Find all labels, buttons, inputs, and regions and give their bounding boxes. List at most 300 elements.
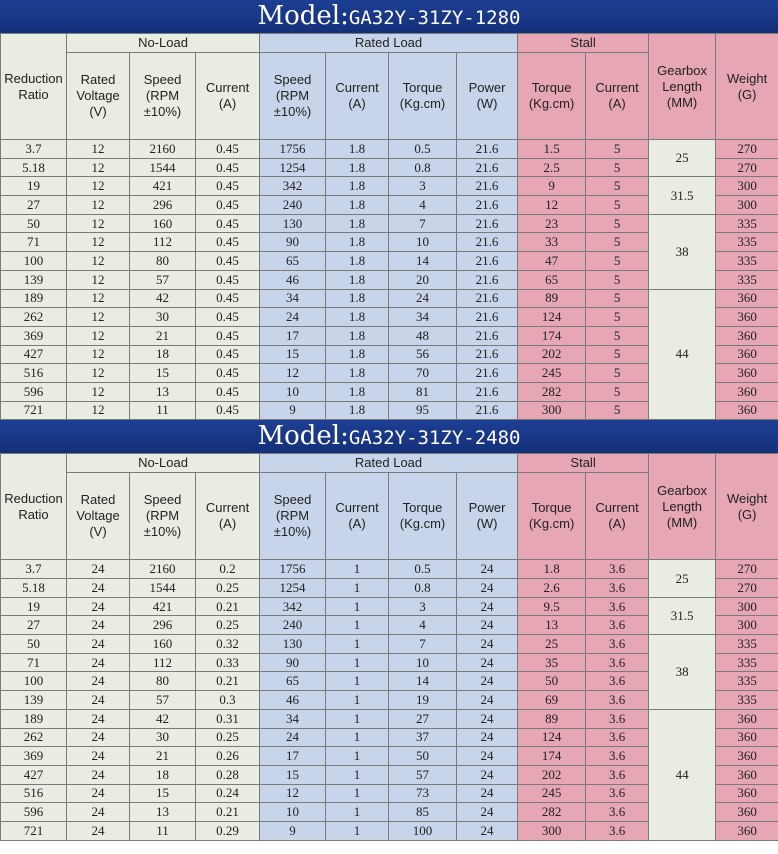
table-cell: 1.8 (326, 345, 389, 364)
table-cell: 21.6 (457, 140, 518, 159)
table-cell: 11 (130, 401, 196, 420)
table-cell: 24 (457, 709, 518, 728)
header-rated-load: Rated Load (260, 454, 518, 473)
table-cell: 5 (586, 140, 649, 159)
table-cell: 1756 (260, 140, 326, 159)
header-rated-power: Power (W) (457, 473, 518, 560)
table-cell: 160 (130, 214, 196, 233)
table-cell: 0.45 (196, 364, 260, 383)
table-cell: 24 (67, 672, 130, 691)
table-cell: 1.8 (326, 177, 389, 196)
table-cell: 5.18 (1, 158, 67, 177)
table-cell: 100 (1, 672, 67, 691)
table-cell: 2.5 (518, 158, 586, 177)
model-name: GA32Y-31ZY-2480 (348, 427, 521, 450)
table-cell: 48 (389, 326, 457, 345)
table-cell: 1 (326, 691, 389, 710)
table-cell: 12 (67, 308, 130, 327)
table-cell: 0.45 (196, 308, 260, 327)
table-cell: 21.6 (457, 289, 518, 308)
table-cell: 0.45 (196, 233, 260, 252)
table-cell: 2160 (130, 560, 196, 579)
table-cell: 21.6 (457, 177, 518, 196)
table-cell: 0.45 (196, 345, 260, 364)
header-reduction-ratio: Reduction Ratio (1, 454, 67, 560)
table-cell: 12 (67, 270, 130, 289)
table-cell: 37 (389, 728, 457, 747)
table-cell: 3.6 (586, 597, 649, 616)
header-stall-current: Current (A) (586, 53, 649, 140)
model-name: GA32Y-31ZY-1280 (348, 7, 521, 29)
table-cell: 1 (326, 747, 389, 766)
table-cell: 130 (260, 635, 326, 654)
table-cell: 24 (457, 747, 518, 766)
header-stall-torque: Torque (Kg.cm) (518, 473, 586, 560)
weight-cell: 360 (716, 803, 778, 822)
table-cell: 240 (260, 196, 326, 215)
table-cell: 25 (518, 635, 586, 654)
table-cell: 21.6 (457, 401, 518, 420)
table-cell: 24 (457, 635, 518, 654)
table-cell: 11 (130, 821, 196, 840)
table-cell: 1 (326, 653, 389, 672)
weight-cell: 270 (716, 158, 778, 177)
header-group-row (1, 454, 778, 473)
gearbox-length-cell: 44 (649, 709, 716, 840)
table-cell: 46 (260, 691, 326, 710)
table-cell: 5 (586, 326, 649, 345)
table-cell: 4 (389, 616, 457, 635)
table-cell: 0.3 (196, 691, 260, 710)
table-cell: 1 (326, 803, 389, 822)
table-cell: 1254 (260, 579, 326, 598)
gearbox-length-cell: 38 (649, 635, 716, 710)
table-cell: 0.45 (196, 214, 260, 233)
table-cell: 89 (518, 289, 586, 308)
table-cell: 81 (389, 382, 457, 401)
table-cell: 20 (389, 270, 457, 289)
table-cell: 3.6 (586, 821, 649, 840)
table-cell: 189 (1, 709, 67, 728)
table-cell: 21.6 (457, 252, 518, 271)
weight-cell: 335 (716, 691, 778, 710)
table-cell: 3.6 (586, 691, 649, 710)
table-cell: 1.8 (326, 270, 389, 289)
table-cell: 17 (260, 326, 326, 345)
table-cell: 342 (260, 597, 326, 616)
table-cell: 33 (518, 233, 586, 252)
table-cell: 24 (457, 728, 518, 747)
table-cell: 9 (260, 401, 326, 420)
table-cell: 24 (67, 784, 130, 803)
header-noload-speed: Speed (RPM ±10%) (130, 53, 196, 140)
table-cell: 50 (389, 747, 457, 766)
table-cell: 19 (1, 177, 67, 196)
table-cell: 24 (389, 289, 457, 308)
table-cell: 245 (518, 364, 586, 383)
table-cell: 1 (326, 560, 389, 579)
table-cell: 3.7 (1, 140, 67, 159)
table-cell: 202 (518, 345, 586, 364)
table-cell: 12 (67, 382, 130, 401)
table-cell: 24 (260, 728, 326, 747)
table-cell: 24 (260, 308, 326, 327)
header-rated-speed: Speed (RPM ±10%) (260, 53, 326, 140)
table-cell: 23 (518, 214, 586, 233)
table-cell: 5 (586, 177, 649, 196)
table-cell: 56 (389, 345, 457, 364)
table-cell: 5.18 (1, 579, 67, 598)
table-cell: 12 (518, 196, 586, 215)
table-cell: 421 (130, 597, 196, 616)
table-cell: 1.8 (326, 289, 389, 308)
table-row (1, 289, 778, 308)
table-cell: 65 (260, 672, 326, 691)
table-cell: 3 (389, 177, 457, 196)
weight-cell: 335 (716, 214, 778, 233)
table-cell: 5 (586, 233, 649, 252)
table-cell: 69 (518, 691, 586, 710)
table-cell: 21.6 (457, 326, 518, 345)
weight-cell: 335 (716, 233, 778, 252)
table-cell: 24 (457, 597, 518, 616)
table-cell: 24 (67, 821, 130, 840)
table-cell: 71 (1, 653, 67, 672)
table-cell: 189 (1, 289, 67, 308)
table-cell: 7 (389, 635, 457, 654)
table-cell: 3.7 (1, 560, 67, 579)
table-cell: 0.28 (196, 765, 260, 784)
table-cell: 1.8 (326, 233, 389, 252)
table-cell: 4 (389, 196, 457, 215)
header-stall-current: Current (A) (586, 473, 649, 560)
table-cell: 24 (67, 653, 130, 672)
table-cell: 9.5 (518, 597, 586, 616)
table-cell: 0.45 (196, 326, 260, 345)
table-cell: 3.6 (586, 560, 649, 579)
table-cell: 240 (260, 616, 326, 635)
table-cell: 282 (518, 382, 586, 401)
table-cell: 262 (1, 728, 67, 747)
weight-cell: 335 (716, 252, 778, 271)
header-rated-power: Power (W) (457, 53, 518, 140)
weight-cell: 270 (716, 579, 778, 598)
weight-cell: 360 (716, 401, 778, 420)
weight-cell: 335 (716, 653, 778, 672)
table-cell: 0.8 (389, 158, 457, 177)
header-noload-current: Current (A) (196, 473, 260, 560)
table-cell: 57 (389, 765, 457, 784)
table-cell: 2160 (130, 140, 196, 159)
table-cell: 12 (67, 177, 130, 196)
table-cell: 596 (1, 803, 67, 822)
weight-cell: 360 (716, 784, 778, 803)
table-cell: 1 (326, 784, 389, 803)
table-cell: 3.6 (586, 728, 649, 747)
header-rated-voltage: Rated Voltage (V) (67, 53, 130, 140)
table-cell: 160 (130, 635, 196, 654)
table-cell: 282 (518, 803, 586, 822)
table-cell: 0.45 (196, 177, 260, 196)
table-cell: 100 (389, 821, 457, 840)
table-cell: 10 (389, 233, 457, 252)
table-cell: 1 (326, 765, 389, 784)
table-cell: 50 (1, 214, 67, 233)
table-cell: 80 (130, 672, 196, 691)
table-cell: 1 (326, 635, 389, 654)
model-label: Model: (257, 421, 349, 452)
table-cell: 90 (260, 653, 326, 672)
table-cell: 0.45 (196, 270, 260, 289)
table-cell: 721 (1, 401, 67, 420)
table-cell: 5 (586, 289, 649, 308)
table-cell: 3.6 (586, 803, 649, 822)
table-cell: 1 (326, 728, 389, 747)
model-label: Model: (257, 1, 349, 31)
table-cell: 0.45 (196, 289, 260, 308)
table-cell: 1.8 (326, 140, 389, 159)
table-row (1, 214, 778, 233)
table-cell: 24 (67, 616, 130, 635)
table-cell: 0.25 (196, 579, 260, 598)
table-cell: 27 (1, 616, 67, 635)
table-cell: 71 (1, 233, 67, 252)
table-cell: 24 (67, 635, 130, 654)
table-row (1, 709, 778, 728)
table-cell: 124 (518, 728, 586, 747)
table-cell: 0.2 (196, 560, 260, 579)
table-row (1, 635, 778, 654)
table-cell: 1.8 (326, 214, 389, 233)
table-cell: 112 (130, 233, 196, 252)
table-cell: 24 (457, 784, 518, 803)
table-cell: 9 (518, 177, 586, 196)
table-cell: 1544 (130, 158, 196, 177)
weight-cell: 360 (716, 308, 778, 327)
table-cell: 24 (457, 821, 518, 840)
table-cell: 262 (1, 308, 67, 327)
table-cell: 12 (67, 326, 130, 345)
table-cell: 21.6 (457, 158, 518, 177)
table-cell: 24 (457, 691, 518, 710)
table-cell: 2.6 (518, 579, 586, 598)
table-cell: 1 (326, 616, 389, 635)
table-cell: 3.6 (586, 747, 649, 766)
table-cell: 24 (67, 728, 130, 747)
table-cell: 12 (260, 784, 326, 803)
table-cell: 24 (67, 803, 130, 822)
table-cell: 65 (260, 252, 326, 271)
table-cell: 18 (130, 765, 196, 784)
table-cell: 14 (389, 252, 457, 271)
header-noload-speed: Speed (RPM ±10%) (130, 473, 196, 560)
spec-table (0, 33, 778, 420)
table-cell: 50 (518, 672, 586, 691)
table-cell: 13 (518, 616, 586, 635)
table-row (1, 140, 778, 159)
table-cell: 34 (260, 289, 326, 308)
table-cell: 130 (260, 214, 326, 233)
header-weight: Weight (G) (716, 34, 778, 140)
weight-cell: 335 (716, 672, 778, 691)
table-cell: 3.6 (586, 765, 649, 784)
table-cell: 12 (67, 289, 130, 308)
header-gearbox-length: Gearbox Length (MM) (649, 454, 716, 560)
header-noload-current: Current (A) (196, 53, 260, 140)
table-cell: 19 (389, 691, 457, 710)
table-cell: 5 (586, 158, 649, 177)
table-cell: 80 (130, 252, 196, 271)
table-cell: 3.6 (586, 672, 649, 691)
table-cell: 24 (67, 579, 130, 598)
table-cell: 0.25 (196, 728, 260, 747)
table-cell: 421 (130, 177, 196, 196)
table-cell: 89 (518, 709, 586, 728)
table-cell: 0.26 (196, 747, 260, 766)
table-cell: 0.21 (196, 672, 260, 691)
table-cell: 70 (389, 364, 457, 383)
table-cell: 1.8 (326, 401, 389, 420)
table-cell: 21.6 (457, 382, 518, 401)
table-cell: 1.8 (326, 382, 389, 401)
table-cell: 1544 (130, 579, 196, 598)
table-cell: 516 (1, 784, 67, 803)
table-cell: 5 (586, 308, 649, 327)
table-cell: 24 (67, 747, 130, 766)
table-cell: 12 (260, 364, 326, 383)
table-cell: 90 (260, 233, 326, 252)
table-cell: 245 (518, 784, 586, 803)
table-cell: 1.8 (326, 364, 389, 383)
header-group-row (1, 34, 778, 53)
table-cell: 1.8 (326, 158, 389, 177)
table-cell: 34 (389, 308, 457, 327)
table-cell: 21.6 (457, 345, 518, 364)
table-cell: 0.5 (389, 560, 457, 579)
table-cell: 112 (130, 653, 196, 672)
header-rated-current: Current (A) (326, 53, 389, 140)
table-cell: 21.6 (457, 308, 518, 327)
table-cell: 24 (67, 560, 130, 579)
table-cell: 300 (518, 821, 586, 840)
table-cell: 0.45 (196, 140, 260, 159)
weight-cell: 360 (716, 289, 778, 308)
table-cell: 369 (1, 747, 67, 766)
table-cell: 12 (67, 345, 130, 364)
table-cell: 12 (67, 401, 130, 420)
table-cell: 596 (1, 382, 67, 401)
table-cell: 0.45 (196, 158, 260, 177)
weight-cell: 300 (716, 196, 778, 215)
table-cell: 57 (130, 691, 196, 710)
table-cell: 0.31 (196, 709, 260, 728)
weight-cell: 360 (716, 821, 778, 840)
model-title (0, 0, 778, 33)
table-cell: 1 (326, 709, 389, 728)
table-cell: 12 (67, 214, 130, 233)
table-cell: 19 (1, 597, 67, 616)
table-cell: 1756 (260, 560, 326, 579)
table-cell: 27 (389, 709, 457, 728)
header-stall-torque: Torque (Kg.cm) (518, 53, 586, 140)
table-cell: 100 (1, 252, 67, 271)
table-cell: 3.6 (586, 579, 649, 598)
spec-table (0, 453, 778, 840)
table-cell: 15 (130, 784, 196, 803)
table-cell: 57 (130, 270, 196, 289)
table-cell: 0.33 (196, 653, 260, 672)
header-rated-torque: Torque (Kg.cm) (389, 53, 457, 140)
table-cell: 50 (1, 635, 67, 654)
table-cell: 24 (457, 803, 518, 822)
table-cell: 42 (130, 289, 196, 308)
table-cell: 0.5 (389, 140, 457, 159)
table-cell: 1.8 (326, 252, 389, 271)
table-cell: 42 (130, 709, 196, 728)
table-cell: 24 (67, 597, 130, 616)
table-cell: 0.45 (196, 252, 260, 271)
gearbox-length-cell: 38 (649, 214, 716, 289)
header-stall: Stall (518, 34, 649, 53)
table-cell: 0.25 (196, 616, 260, 635)
header-rated-voltage: Rated Voltage (V) (67, 473, 130, 560)
header-weight: Weight (G) (716, 454, 778, 560)
table-cell: 1.5 (518, 140, 586, 159)
table-cell: 10 (389, 653, 457, 672)
table-cell: 5 (586, 345, 649, 364)
table-cell: 27 (1, 196, 67, 215)
table-cell: 369 (1, 326, 67, 345)
header-rated-torque: Torque (Kg.cm) (389, 473, 457, 560)
table-cell: 14 (389, 672, 457, 691)
header-no-load: No-Load (67, 454, 260, 473)
table-row (1, 597, 778, 616)
table-cell: 21.6 (457, 214, 518, 233)
table-cell: 342 (260, 177, 326, 196)
table-cell: 3.6 (586, 635, 649, 654)
table-cell: 5 (586, 364, 649, 383)
header-rated-load: Rated Load (260, 34, 518, 53)
table-cell: 3.6 (586, 784, 649, 803)
table-cell: 5 (586, 196, 649, 215)
table-cell: 296 (130, 616, 196, 635)
table-cell: 1.8 (326, 308, 389, 327)
weight-cell: 300 (716, 616, 778, 635)
weight-cell: 360 (716, 364, 778, 383)
table-cell: 21.6 (457, 364, 518, 383)
table-cell: 427 (1, 765, 67, 784)
table-cell: 1 (326, 579, 389, 598)
table-cell: 300 (518, 401, 586, 420)
table-cell: 3 (389, 597, 457, 616)
table-cell: 5 (586, 382, 649, 401)
table-cell: 95 (389, 401, 457, 420)
table-cell: 0.29 (196, 821, 260, 840)
table-cell: 0.45 (196, 401, 260, 420)
table-cell: 1 (326, 597, 389, 616)
table-cell: 24 (457, 616, 518, 635)
table-cell: 5 (586, 270, 649, 289)
header-gearbox-length: Gearbox Length (MM) (649, 34, 716, 140)
table-cell: 427 (1, 345, 67, 364)
table-cell: 21.6 (457, 270, 518, 289)
table-cell: 34 (260, 709, 326, 728)
weight-cell: 360 (716, 345, 778, 364)
header-no-load: No-Load (67, 34, 260, 53)
weight-cell: 360 (716, 382, 778, 401)
header-rated-speed: Speed (RPM ±10%) (260, 473, 326, 560)
table-cell: 12 (67, 140, 130, 159)
